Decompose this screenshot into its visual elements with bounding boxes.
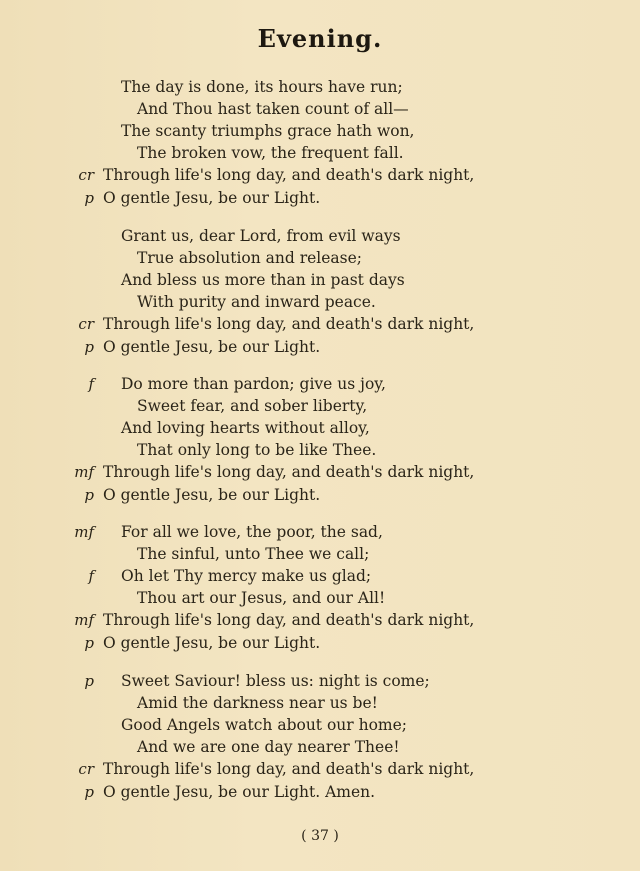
verse-line: The broken vow, the frequent fall.	[137, 144, 404, 162]
verse-line: With purity and inward peace.	[137, 293, 376, 311]
refrain-line: O gentle Jesu, be our Light.	[103, 189, 321, 207]
verse-line: Amid the darkness near us be!	[137, 694, 378, 712]
refrain-line: O gentle Jesu, be our Light.	[103, 486, 321, 504]
dynamic-marking: mf	[74, 463, 94, 481]
verse-line: The day is done, its hours have run;	[121, 78, 403, 96]
refrain-line: Through life's long day, and death's dark night,	[103, 611, 475, 629]
dynamic-marking: mf	[74, 611, 94, 629]
dynamic-marking: cr	[78, 315, 94, 333]
dynamic-marking: f	[88, 567, 94, 585]
verse-line: Grant us, dear Lord, from evil ways	[121, 227, 401, 245]
dynamic-marking: p	[84, 189, 94, 207]
verse-line: And Thou hast taken count of all—	[137, 100, 409, 118]
dynamic-marking: mf	[74, 523, 94, 541]
refrain-line: O gentle Jesu, be our Light. Amen.	[103, 783, 376, 801]
dynamic-marking: f	[88, 375, 94, 393]
dynamic-marking: p	[84, 783, 94, 801]
verse-line: Do more than pardon; give us joy,	[121, 375, 386, 393]
dynamic-marking: p	[84, 672, 94, 690]
verse-line: Oh let Thy mercy make us glad;	[121, 567, 372, 585]
refrain-line: O gentle Jesu, be our Light.	[103, 634, 321, 652]
verse-line: Sweet fear, and sober liberty,	[137, 397, 368, 415]
verse-line: And we are one day nearer Thee!	[137, 738, 400, 756]
dynamic-marking: p	[84, 634, 94, 652]
dynamic-marking: cr	[78, 166, 94, 184]
dynamic-marking: p	[84, 338, 94, 356]
verse-line: Good Angels watch about our home;	[121, 716, 408, 734]
dynamic-marking: cr	[78, 760, 94, 778]
verse-line: For all we love, the poor, the sad,	[121, 523, 383, 541]
verse-line: And bless us more than in past days	[121, 271, 405, 289]
refrain-line: O gentle Jesu, be our Light.	[103, 338, 321, 356]
verse-line: That only long to be like Thee.	[137, 441, 377, 459]
verse-line: And loving hearts without alloy,	[121, 419, 370, 437]
refrain-line: Through life's long day, and death's dark night,	[103, 760, 475, 778]
dynamic-marking: p	[84, 486, 94, 504]
verse-line: The sinful, unto Thee we call;	[137, 545, 370, 563]
verse-line: Thou art our Jesus, and our All!	[137, 589, 386, 607]
verse-line: True absolution and release;	[137, 249, 363, 267]
page-title: Evening.	[257, 24, 383, 53]
verse-line: The scanty triumphs grace hath won,	[121, 122, 415, 140]
page-number: ( 37 )	[301, 828, 339, 844]
verse-line: Sweet Saviour! bless us: night is come;	[121, 672, 430, 690]
refrain-line: Through life's long day, and death's dark night,	[103, 166, 475, 184]
refrain-line: Through life's long day, and death's dark night,	[103, 315, 475, 333]
refrain-line: Through life's long day, and death's dark night,	[103, 463, 475, 481]
